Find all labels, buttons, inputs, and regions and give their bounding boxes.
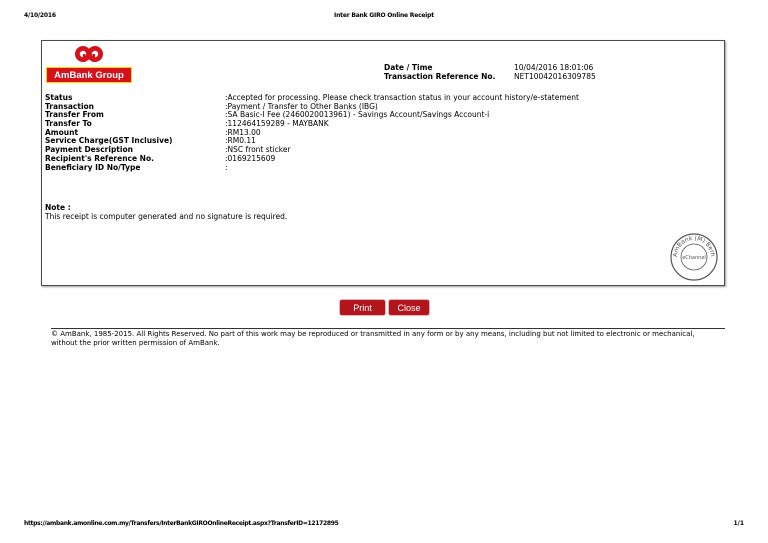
- detail-label: Payment Description: [45, 145, 133, 155]
- detail-label: Service Charge(GST Inclusive): [45, 136, 173, 146]
- detail-label: Transaction: [45, 101, 95, 111]
- detail-value: :RM0.11: [225, 136, 256, 146]
- print-date: 4/10/2016: [24, 12, 56, 19]
- detail-label: Transfer From: [45, 110, 104, 120]
- detail-value: :0169215609: [225, 153, 276, 163]
- copyright-notice: © AmBank, 1985-2015. All Rights Reserved. No part of this work may be reproduced or transmitted in any form or by any means, including but not limited to electronic or mechanical, without the prior written permission of AmBank.: [51, 330, 695, 347]
- print-button[interactable]: Print: [340, 300, 385, 315]
- stamp-text: AmBank (M) Berh: [671, 234, 717, 258]
- brand-logo: AmBank Group: [46, 67, 132, 83]
- detail-value: :Payment / Transfer to Other Banks (IBG): [225, 101, 378, 111]
- detail-value: :SA Basic-I Fee (2460020013961) - Savings Account/Savings Account-i: [225, 110, 490, 120]
- detail-value: :: [225, 162, 228, 172]
- detail-label: Transfer To: [45, 119, 92, 129]
- close-button[interactable]: Close: [389, 300, 429, 315]
- stamp-center-text: eChannel: [682, 255, 706, 261]
- detail-label: Recipient's Reference No.: [45, 153, 154, 163]
- print-url: https://ambank.amonline.com.my/Transfers/InterBankGIROOnlineReceipt.aspx?TransferID=12172895: [24, 520, 339, 527]
- detail-value: :NSC front sticker: [225, 145, 291, 155]
- detail-label: Status: [45, 93, 73, 102]
- detail-value: :RM13.00: [225, 127, 261, 137]
- svg-text:AmBank (M) Berhad: [669, 232, 716, 257]
- reference-value: NET10042016309785: [514, 72, 596, 81]
- date-time-label: Date / Time: [384, 63, 433, 72]
- reference-label: Transaction Reference No.: [384, 72, 496, 81]
- echannel-stamp-icon: [669, 232, 719, 282]
- print-page-title: Inter Bank GIRO Online Receipt: [334, 12, 434, 19]
- note-text: This receipt is computer generated and no signature is required.: [45, 212, 288, 221]
- note-title: Note :: [45, 203, 71, 212]
- receipt-panel: [41, 40, 725, 286]
- detail-value: :112464159289 - MAYBANK: [225, 119, 329, 129]
- page-number: 1/1: [733, 520, 744, 527]
- detail-label: Beneficiary ID No/Type: [45, 162, 141, 172]
- detail-value: :Accepted for processing. Please check transaction status in your account history/e-statement: [225, 93, 579, 102]
- date-time-value: 10/04/2016 18:01:06: [514, 63, 594, 72]
- ambank-logo-icon: [74, 44, 104, 64]
- detail-label: Amount: [45, 127, 79, 137]
- divider: [51, 328, 725, 329]
